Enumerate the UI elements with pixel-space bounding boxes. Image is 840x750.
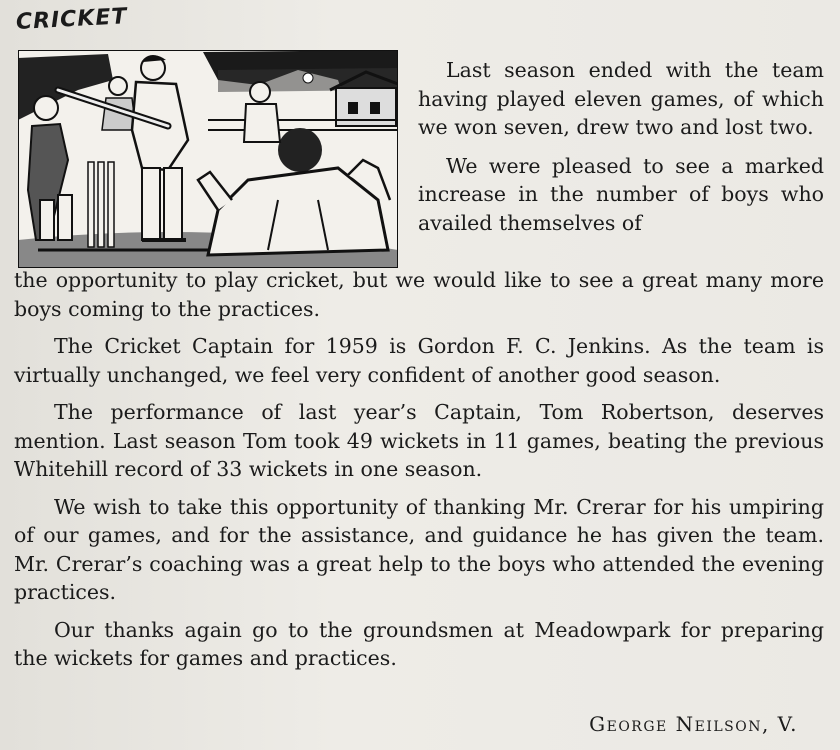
- page-title: CRICKET: [15, 4, 129, 35]
- paragraph-thanks-crerar: We wish to take this opportunity of thanking Mr. Crerar for his umpiring of our games, and for the assistance, and guidance he has given the team. Mr. Crerar’s coaching was a great help to the boys who attended the evening practices.: [14, 494, 824, 604]
- paragraph-attendance-end: the opportunity to play cricket, but we would like to see a great many more boys coming to the practices.: [14, 268, 824, 321]
- paragraph-performance: The performance of last year’s Captain, Tom Robertson, deserves mention. Last season Tom took 49 wickets in 11 games, beating the previous Whitehill record of 33 wickets in one season.: [14, 400, 824, 481]
- paragraph-captain: The Cricket Captain for 1959 is Gordon F. C. Jenkins. As the team is virtually unchanged, we feel very confident of another good season.: [14, 334, 824, 387]
- author-signature: George Neilson, V.: [589, 712, 798, 736]
- cricket-scene-illustration: [18, 50, 398, 268]
- paragraph-thanks-groundsmen: Our thanks again go to the groundsmen at Meadowpark for preparing the wickets for games and practices.: [14, 617, 824, 670]
- paragraph-attendance-start: We were pleased to see a marked increase in the number of boys who availed themselves of: [418, 153, 824, 235]
- article-body: [14, 266, 824, 682]
- paragraph-season-summary: Last season ended with the team having played eleven games, of which we won seven, drew two and lost two.: [418, 58, 824, 139]
- intro-column: [418, 56, 824, 237]
